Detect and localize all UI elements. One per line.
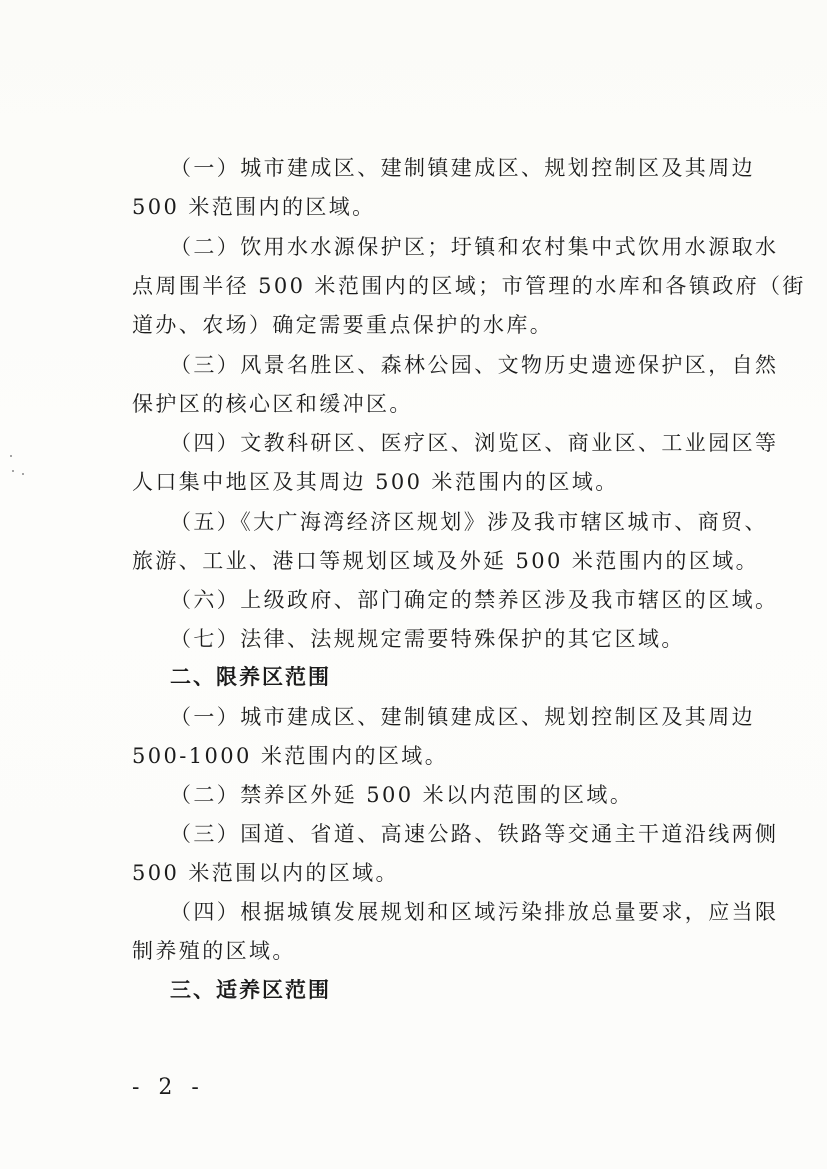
text-line: （一）城市建成区、建制镇建成区、规划控制区及其周边 (170, 156, 755, 180)
section-heading: 三、适养区范围 (170, 978, 331, 1002)
scan-speck (22, 473, 24, 475)
text-line: （六）上级政府、部门确定的禁养区涉及我市辖区的区域。 (170, 588, 779, 612)
text-line: （一）城市建成区、建制镇建成区、规划控制区及其周边 (170, 705, 755, 729)
text-line: （二）饮用水水源保护区；圩镇和农村集中式饮用水源取水 (170, 235, 779, 259)
section-heading: 二、限养区范围 (170, 665, 331, 689)
text-line: （四）文教科研区、医疗区、浏览区、商业区、工业园区等 (170, 431, 779, 455)
page-number: - 2 - (132, 1075, 205, 1100)
text-line: （二）禁养区外延 500 米以内范围的区域。 (170, 783, 634, 807)
scan-speck (10, 455, 12, 457)
text-line: 旅游、工业、港口等规划区域及外延 500 米范围内的区域。 (132, 549, 760, 573)
text-line: （七）法律、法规规定需要特殊保护的其它区域。 (170, 627, 685, 651)
text-line: 道办、农场）确定需要重点保护的水库。 (132, 313, 554, 337)
text-line: （四）根据城镇发展规划和区域污染排放总量要求，应当限 (170, 900, 779, 924)
text-line: 制养殖的区域。 (132, 939, 296, 963)
text-line: （五）《大广海湾经济区规划》涉及我市辖区城市、商贸、 (170, 510, 768, 534)
text-line: 点周围半径 500 米范围内的区域；市管理的水库和各镇政府（街 (132, 274, 806, 298)
text-line: 保护区的核心区和缓冲区。 (132, 392, 413, 416)
text-line: （三）风景名胜区、森林公园、文物历史遗迹保护区，自然 (170, 353, 779, 377)
text-line: 人口集中地区及其周边 500 米范围内的区域。 (132, 470, 619, 494)
text-line: 500-1000 米范围内的区域。 (132, 744, 449, 768)
text-line: 500 米范围以内的区域。 (132, 861, 399, 885)
text-line: 500 米范围内的区域。 (132, 195, 376, 219)
scan-speck (12, 470, 14, 472)
text-line: （三）国道、省道、高速公路、铁路等交通主干道沿线两侧 (170, 822, 779, 846)
